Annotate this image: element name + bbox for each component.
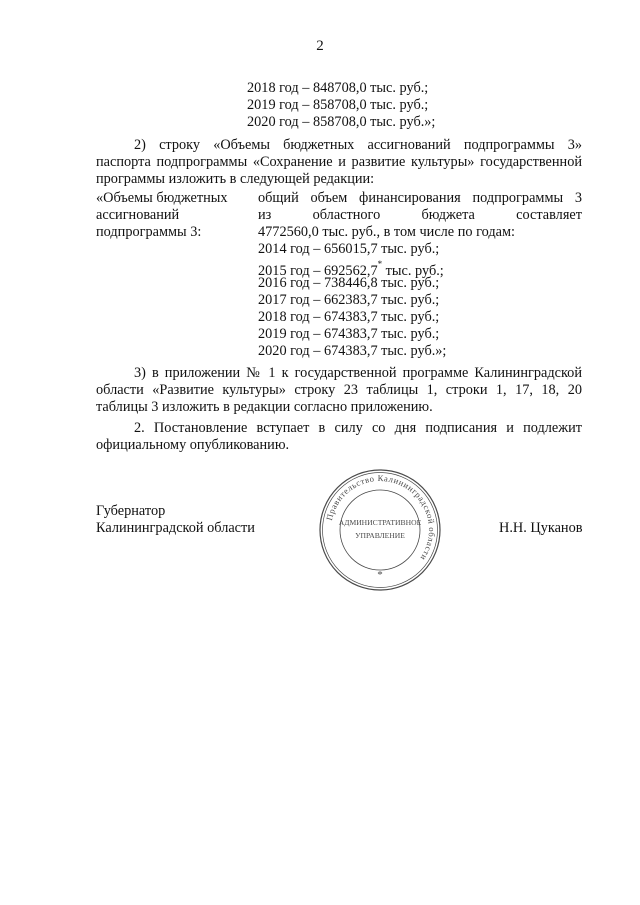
item3-line3: таблицы 3 изложить в редакции согласно приложению. bbox=[96, 399, 433, 415]
signature-name: Н.Н. Цуканов bbox=[499, 520, 583, 536]
item2-line3: программы изложить в следующей редакции: bbox=[96, 171, 375, 187]
table-left-label: «Объемы бюджетных bbox=[96, 190, 228, 206]
seal-inner-text: УПРАВЛЕНИЕ bbox=[355, 531, 405, 540]
year-line: 2020 год – 858708,0 тыс. руб.»; bbox=[247, 114, 436, 130]
year-line: 2018 год – 848708,0 тыс. руб.; bbox=[247, 80, 429, 96]
table-year-line: 2016 год – 738446,8 тыс. руб.; bbox=[258, 275, 440, 291]
table-right-line2: из областного бюджета составляет bbox=[258, 207, 582, 223]
page-number: 2 bbox=[316, 38, 324, 54]
official-seal bbox=[318, 468, 442, 592]
table-year-line: 2019 год – 674383,7 тыс. руб.; bbox=[258, 326, 440, 342]
year-2015-text: 2015 год – 692562,7 bbox=[258, 262, 378, 279]
item2-line2: паспорта подпрограммы «Сохранение и развитие культуры» государственной bbox=[96, 154, 582, 170]
table-year-line: 2020 год – 674383,7 тыс. руб.»; bbox=[258, 343, 447, 359]
table-right-line1: общий объем финансирования подпрограммы 3 bbox=[258, 190, 582, 206]
item4-line1: 2. Постановление вступает в силу со дня подписания и подлежит bbox=[134, 420, 582, 436]
item3-line2: области «Развитие культуры» строку 23 таблицы 1, строки 1, 17, 18, 20 bbox=[96, 382, 582, 398]
table-year-line: 2018 год – 674383,7 тыс. руб.; bbox=[258, 309, 440, 325]
table-year-line: 2017 год – 662383,7 тыс. руб.; bbox=[258, 292, 440, 308]
signature-title: Калининградской области bbox=[96, 520, 255, 536]
signature-title: Губернатор bbox=[96, 503, 166, 519]
footnote-star: * bbox=[377, 259, 383, 269]
table-right-line3: 4772560,0 тыс. руб., в том числе по годам: bbox=[258, 224, 515, 240]
seal-star: * bbox=[377, 569, 383, 581]
table-year-line: 2014 год – 656015,7 тыс. руб.; bbox=[258, 241, 440, 257]
year-line: 2019 год – 858708,0 тыс. руб.; bbox=[247, 97, 429, 113]
item4-line2: официальному опубликованию. bbox=[96, 437, 290, 453]
item3-line1: 3) в приложении № 1 к государственной программе Калининградской bbox=[134, 365, 582, 381]
year-2015-tail: тыс. руб.; bbox=[382, 262, 444, 279]
item2-line1: 2) строку «Объемы бюджетных ассигнований подпрограммы 3» bbox=[134, 137, 582, 153]
table-left-label: подпрограммы 3: bbox=[96, 224, 202, 240]
table-left-label: ассигнований bbox=[96, 207, 180, 223]
seal-inner-text: АДМИНИСТРАТИВНОЕ bbox=[338, 518, 422, 527]
seal-outer-text: Правительство Калининградской области bbox=[324, 472, 438, 563]
